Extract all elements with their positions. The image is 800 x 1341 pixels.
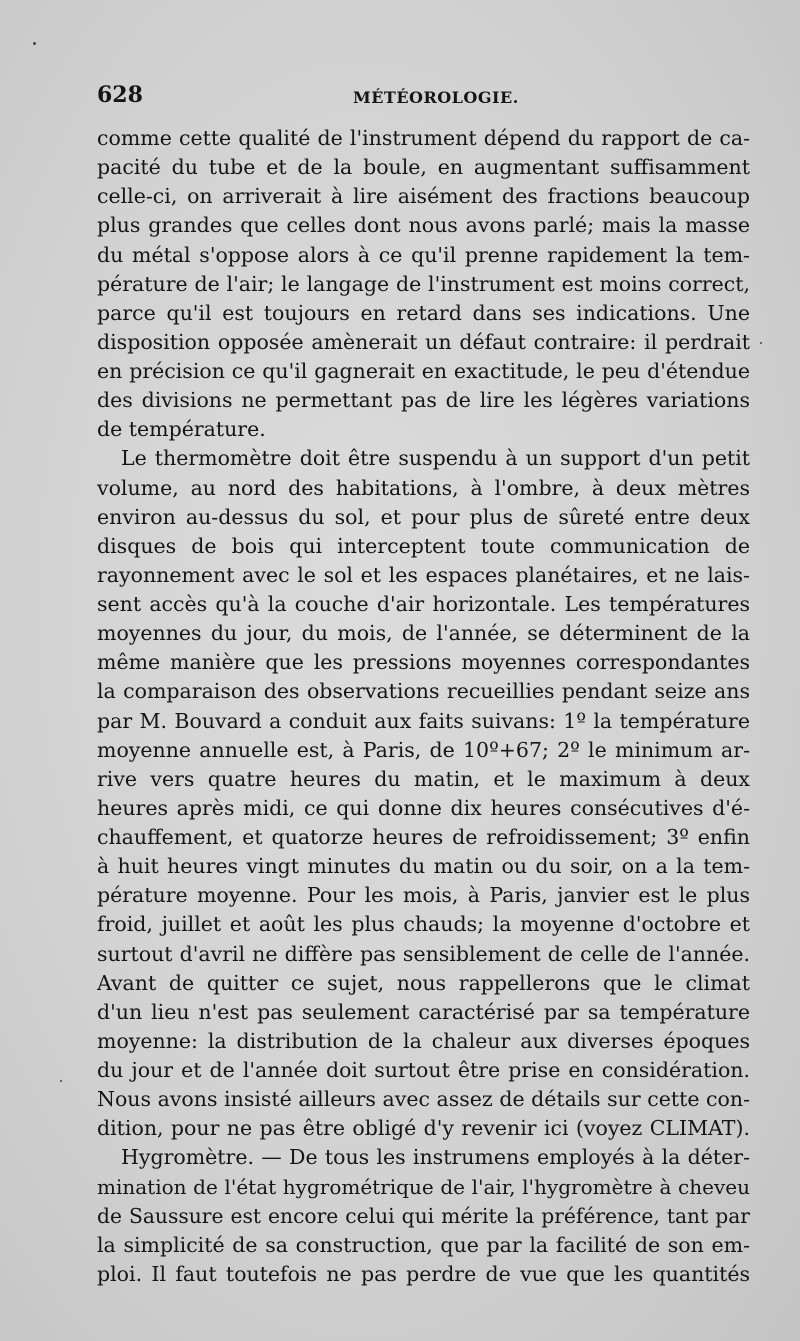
text-line: moyennes du jour, du mois, de l'année, se déterminent de la (97, 621, 750, 646)
body-text (97, 124, 750, 1289)
text-line: mination de l'état hygrométrique de l'air, l'hygromètre à cheveu (97, 1174, 750, 1199)
text-line: ploi. Il faut toutefois ne pas perdre de vue que les quantités (97, 1261, 750, 1286)
text-line: du métal s'oppose alors à ce qu'il prenne rapidement la tem- (97, 242, 750, 267)
text-line: sent accès qu'à la couche d'air horizontale. Les températures (97, 592, 750, 616)
text-line: heures après midi, ce qui donne dix heures consécutives d'é- (97, 795, 750, 820)
text-line: du jour et de l'année doit surtout être prise en considération. (97, 1058, 750, 1082)
text-line: des divisions ne permettant pas de lire les légères variations (97, 388, 750, 413)
text-line: de Saussure est encore celui qui mérite la préférence, tant par (97, 1203, 750, 1228)
text-line: de température. (97, 417, 266, 442)
text-line: disposition opposée amènerait un défaut contraire: il perdrait (97, 329, 750, 354)
text-line: par M. Bouvard a conduit aux faits suivans: 1º la température (97, 708, 750, 733)
text-line: Hygromètre. — De tous les instrumens employés à la déter- (121, 1145, 750, 1170)
text-line: à huit heures vingt minutes du matin ou du soir, on a la tem- (97, 854, 750, 879)
text-line: moyenne: la distribution de la chaleur aux diverses époques (97, 1028, 750, 1053)
text-line: froid, juillet et août les plus chauds; la moyenne d'octobre et (97, 912, 750, 937)
text-line: disques de bois qui interceptent toute communication de (97, 533, 750, 558)
text-line: Avant de quitter ce sujet, nous rappellerons que le climat (97, 970, 750, 995)
text-line: surtout d'avril ne diffère pas sensiblement de celle de l'année. (97, 941, 750, 966)
text-line: pacité du tube et de la boule, en augmentant suffisamment (97, 155, 750, 180)
ink-speck (33, 42, 36, 45)
ink-speck (760, 342, 762, 344)
text-line: en précision ce qu'il gagnerait en exactitude, le peu d'étendue (97, 359, 750, 383)
text-line: pérature de l'air; le langage de l'instrument est moins correct, (97, 271, 750, 296)
text-line: dition, pour ne pas être obligé d'y revenir ici (voyez CLIMAT). (97, 1116, 750, 1141)
page-header (97, 82, 749, 112)
text-line: la simplicité de sa construction, que par la facilité de son em- (97, 1232, 750, 1257)
page-number: 628 (97, 82, 143, 108)
text-line: même manière que les pressions moyennes correspondantes (97, 650, 750, 675)
text-line: plus grandes que celles dont nous avons parlé; mais la masse (97, 213, 750, 238)
ink-speck (60, 1080, 62, 1082)
running-head: MÉTÉOROLOGIE. (353, 88, 519, 107)
text-line: environ au-dessus du sol, et pour plus de sûreté entre deux (97, 504, 750, 529)
text-line: pérature moyenne. Pour les mois, à Paris, janvier est le plus (97, 883, 750, 908)
text-line: celle-ci, on arriverait à lire aisément des fractions beaucoup (97, 184, 750, 209)
text-line: rayonnement avec le sol et les espaces planétaires, et ne lais- (97, 562, 750, 587)
text-line: rive vers quatre heures du matin, et le maximum à deux (97, 766, 750, 791)
text-line: volume, au nord des habitations, à l'ombre, à deux mètres (97, 475, 750, 500)
text-line: la comparaison des observations recueillies pendant seize ans (97, 679, 750, 704)
text-line: comme cette qualité de l'instrument dépend du rapport de ca- (97, 126, 750, 150)
text-line: d'un lieu n'est pas seulement caractérisé par sa température (97, 999, 750, 1024)
text-line: Le thermomètre doit être suspendu à un support d'un petit (121, 446, 750, 471)
text-line: moyenne annuelle est, à Paris, de 10º+67; 2º le minimum ar- (97, 737, 750, 762)
text-line: parce qu'il est toujours en retard dans ses indications. Une (97, 300, 750, 325)
text-line: Nous avons insisté ailleurs avec assez de détails sur cette con- (97, 1087, 750, 1112)
text-line: chauffement, et quatorze heures de refroidissement; 3º enfin (97, 825, 750, 849)
